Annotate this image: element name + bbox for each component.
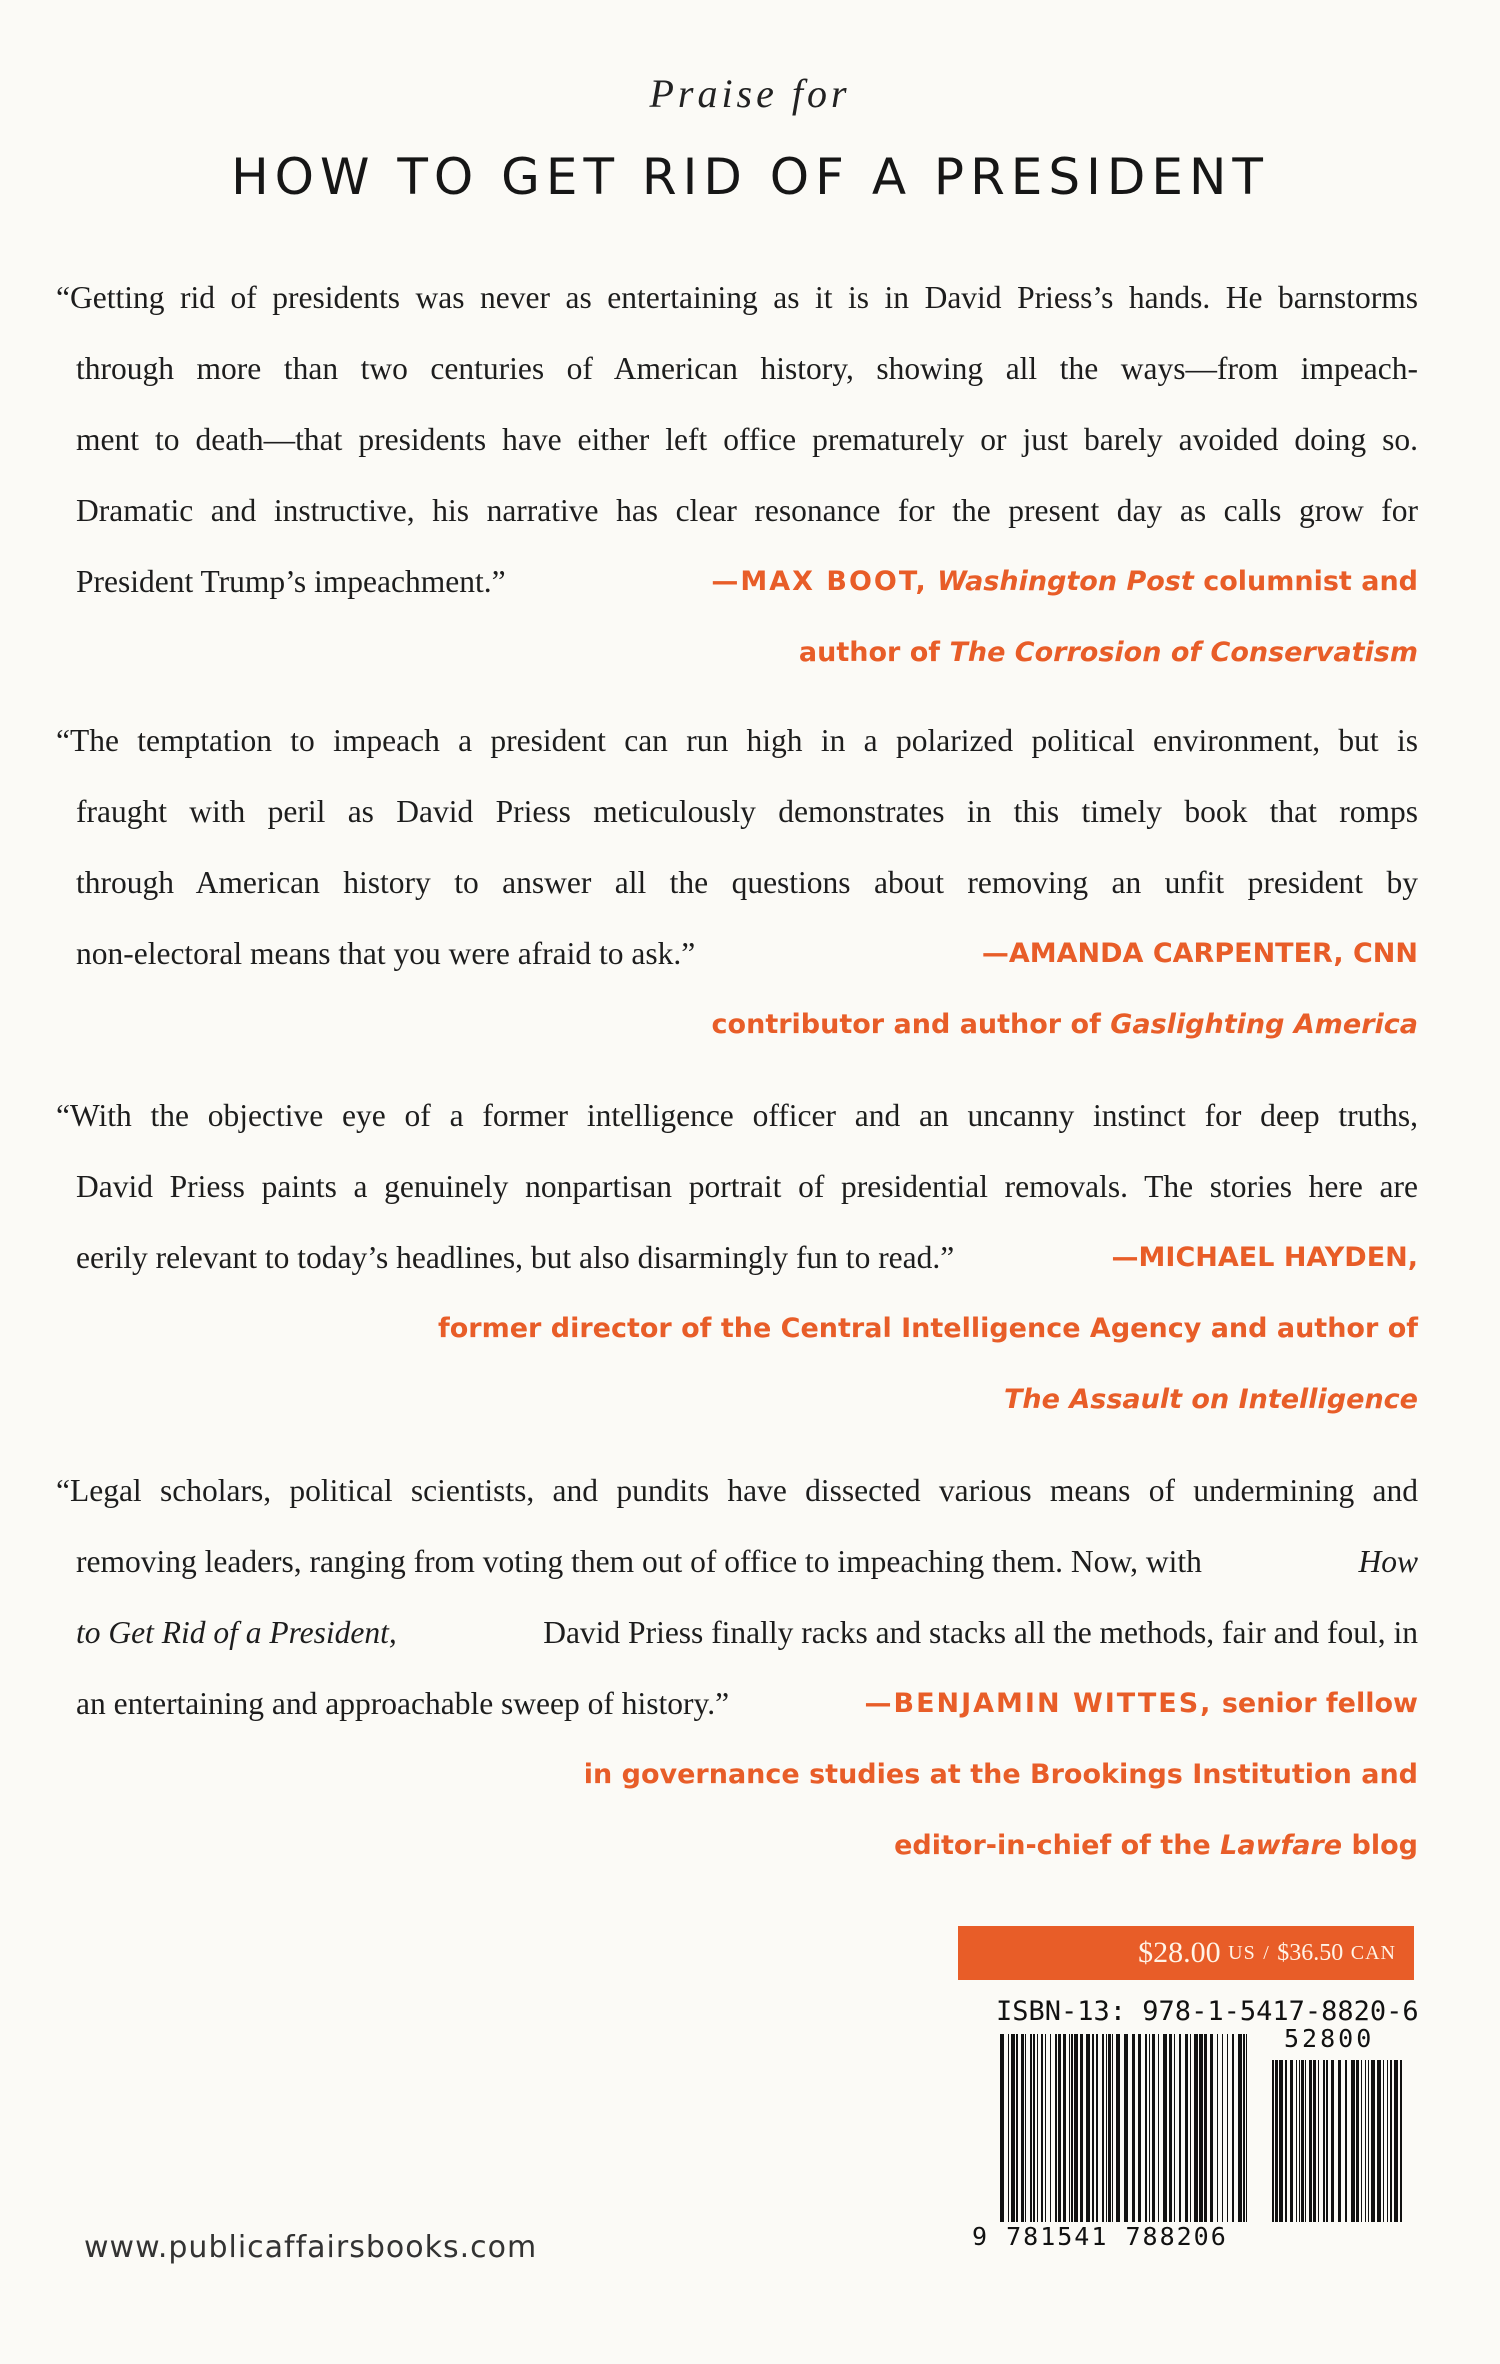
barcode-bar (1149, 2034, 1150, 2222)
praise-for-heading: Praise for (649, 71, 851, 116)
quote-line: through American history to answer all the questions about removing an unfit president by (76, 865, 1418, 900)
barcode-bar (1377, 2060, 1381, 2222)
barcode-bar (1092, 2034, 1094, 2222)
quote-line: “The temptation to impeach a president can run high in a polarized political environment, but is (56, 723, 1418, 758)
barcode-bar (1356, 2060, 1359, 2222)
barcode-bar (1108, 2034, 1111, 2222)
quote-line: David Priess paints a genuinely nonpartisan portrait of presidential removals. The stories here are (76, 1169, 1418, 1204)
barcode-bar (1080, 2034, 1083, 2222)
barcode-bar (1279, 2060, 1283, 2222)
barcode-addon (1272, 2060, 1402, 2222)
barcode-bar (1323, 2060, 1325, 2222)
barcode-bar (1246, 2034, 1247, 2222)
barcode-bar (1050, 2034, 1051, 2222)
barcode-bar (1227, 2034, 1228, 2222)
barcode-bar (1361, 2060, 1362, 2222)
barcode-bar (1326, 2060, 1328, 2222)
barcode-bar (1030, 2034, 1032, 2222)
barcode-bar (1313, 2060, 1316, 2222)
barcode-bar (1025, 2034, 1026, 2222)
barcode-bar (1037, 2034, 1038, 2222)
barcode-bar (1016, 2034, 1018, 2222)
barcode-bar (1045, 2034, 1046, 2222)
barcode-bar (1055, 2034, 1057, 2222)
barcode-bar (1138, 2034, 1141, 2222)
attribution: —BENJAMIN WITTES, senior fellow (864, 1688, 1418, 1719)
quote-line: removing leaders, ranging from voting them out of office to impeaching them. Now, with How (76, 1544, 1418, 1579)
barcode-bar (1058, 2034, 1061, 2222)
barcode-bar (1345, 2060, 1347, 2222)
barcode-bar (1365, 2060, 1366, 2222)
barcode-bar (1074, 2034, 1078, 2222)
barcode-bar (1179, 2034, 1181, 2222)
barcode-bar (1243, 2034, 1245, 2222)
barcode-bar (1069, 2034, 1070, 2222)
attribution-book: The Assault on Intelligence (1004, 1384, 1418, 1415)
barcode-bar (1008, 2034, 1009, 2222)
barcode-bar (1106, 2034, 1107, 2222)
barcode-bar (1163, 2034, 1167, 2222)
barcode-bar (1383, 2060, 1384, 2222)
barcode-bar (1222, 2034, 1223, 2222)
barcode-bar (1331, 2060, 1334, 2222)
quote-line: fraught with peril as David Priess meticulously demonstrates in this timely book that romps (76, 794, 1418, 829)
quote-benjamin-wittes (56, 1455, 1418, 1881)
barcode-bar (1102, 2034, 1104, 2222)
barcode-bar (1199, 2034, 1203, 2222)
attribution-line: author of The Corrosion of Conservatism (798, 637, 1418, 668)
barcode-bar (1338, 2060, 1341, 2222)
quote-line: “With the objective eye of a former intelligence officer and an uncanny instinct for deep truths, (56, 1098, 1418, 1133)
barcode-bar (1041, 2034, 1043, 2222)
quote-line: “Legal scholars, political scientists, and pundits have dissected various means of undermining and (56, 1473, 1418, 1508)
barcode-bar (1400, 2060, 1402, 2222)
quote-line: ment to death—that presidents have either left office prematurely or just barely avoided doing so. (76, 422, 1418, 457)
barcode-main (1000, 2034, 1248, 2222)
attribution-line: editor-in-chief of the Lawfare blog (894, 1830, 1418, 1861)
attribution: —AMANDA CARPENTER, CNN (981, 938, 1418, 969)
barcode-bar (1033, 2034, 1035, 2222)
barcode-bar (1368, 2060, 1369, 2222)
quote-max-boot (56, 262, 1418, 688)
quote-amanda-carpenter (56, 705, 1418, 1060)
barcode-bar (1299, 2060, 1300, 2222)
barcode-bar (1217, 2034, 1218, 2222)
barcode-bar (1232, 2034, 1234, 2222)
barcode-bar (1190, 2034, 1191, 2222)
attribution-line: former director of the Central Intelligence Agency and author of (437, 1313, 1418, 1344)
quote-line: through more than two centuries of American history, showing all the ways—from impeach- (76, 351, 1418, 386)
barcode-bar (1309, 2060, 1312, 2222)
attribution-line: contributor and author of Gaslighting America (711, 1009, 1418, 1040)
barcode-bar (1169, 2034, 1172, 2222)
barcode-bar (1318, 2060, 1319, 2222)
barcode-bar (1185, 2034, 1188, 2222)
barcode-bar (1112, 2034, 1113, 2222)
book-title: HOW TO GET RID OF A PRESIDENT (231, 148, 1269, 206)
attribution: —MAX BOOT, Washington Post columnist and (711, 566, 1418, 597)
quote-michael-hayden (56, 1080, 1418, 1435)
barcode-bar (1394, 2060, 1398, 2222)
barcode-bar (1371, 2060, 1375, 2222)
barcode-bar (1238, 2034, 1242, 2222)
barcode-bar (1204, 2034, 1207, 2222)
price-label: $28.00 US / $36.50 CAN (958, 1926, 1414, 1980)
quote-line: “Getting rid of presidents was never as entertaining as it is in David Priess’s hands. He barnstorms (56, 280, 1418, 315)
attribution-line: in governance studies at the Brookings Institution and (583, 1759, 1418, 1790)
barcode-bar (1301, 2060, 1304, 2222)
barcode-bar (1158, 2034, 1159, 2222)
barcode-digits: 9 781541 788206 (972, 2222, 1228, 2251)
barcode-bar (1145, 2034, 1147, 2222)
barcode-bar (1351, 2060, 1355, 2222)
barcode-addon-digits: 52800 (1284, 2024, 1375, 2053)
quote-line: President Trump’s impeachment.” (76, 564, 506, 599)
quote-line: to Get Rid of a President, David Priess finally racks and stacks all the methods, fair and foul, in (76, 1615, 1418, 1650)
barcode-bar (1086, 2034, 1090, 2222)
website-url: www.publicaffairsbooks.com (84, 2230, 538, 2265)
isbn-label: ISBN-13: 978-1-5417-8820-6 (996, 1996, 1419, 2027)
barcode-bar (1063, 2034, 1066, 2222)
barcode-bar (1305, 2060, 1306, 2222)
barcode-bar (1021, 2034, 1024, 2222)
quote-line: an entertaining and approachable sweep of history.” (76, 1686, 730, 1721)
barcode-bar (1210, 2034, 1213, 2222)
barcode-bar (1285, 2060, 1287, 2222)
barcode-bar (1275, 2060, 1278, 2222)
barcode-bar (1290, 2060, 1293, 2222)
barcode-bar (1174, 2034, 1175, 2222)
attribution: —MICHAEL HAYDEN, (1111, 1242, 1418, 1273)
barcode-bar (1387, 2060, 1388, 2222)
barcode-bar (1272, 2060, 1274, 2222)
quote-line: Dramatic and instructive, his narrative has clear resonance for the present day as calls grow for (76, 493, 1418, 528)
barcode-bar (1000, 2034, 1004, 2222)
barcode-bar (1124, 2034, 1128, 2222)
quote-line: non-electoral means that you were afraid to ask.” (76, 936, 696, 971)
barcode-bar (1152, 2034, 1155, 2222)
barcode-bar (1132, 2034, 1135, 2222)
barcode-bar (1096, 2034, 1098, 2222)
barcode-bar (1296, 2060, 1297, 2222)
barcode-bar (1071, 2034, 1073, 2222)
barcode-bar (1194, 2034, 1198, 2222)
barcode-bar (1116, 2034, 1120, 2222)
barcode-bar (1011, 2034, 1015, 2222)
quote-line: eerily relevant to today’s headlines, but also disarmingly fun to read.” (76, 1240, 955, 1275)
barcode-bar (1390, 2060, 1392, 2222)
